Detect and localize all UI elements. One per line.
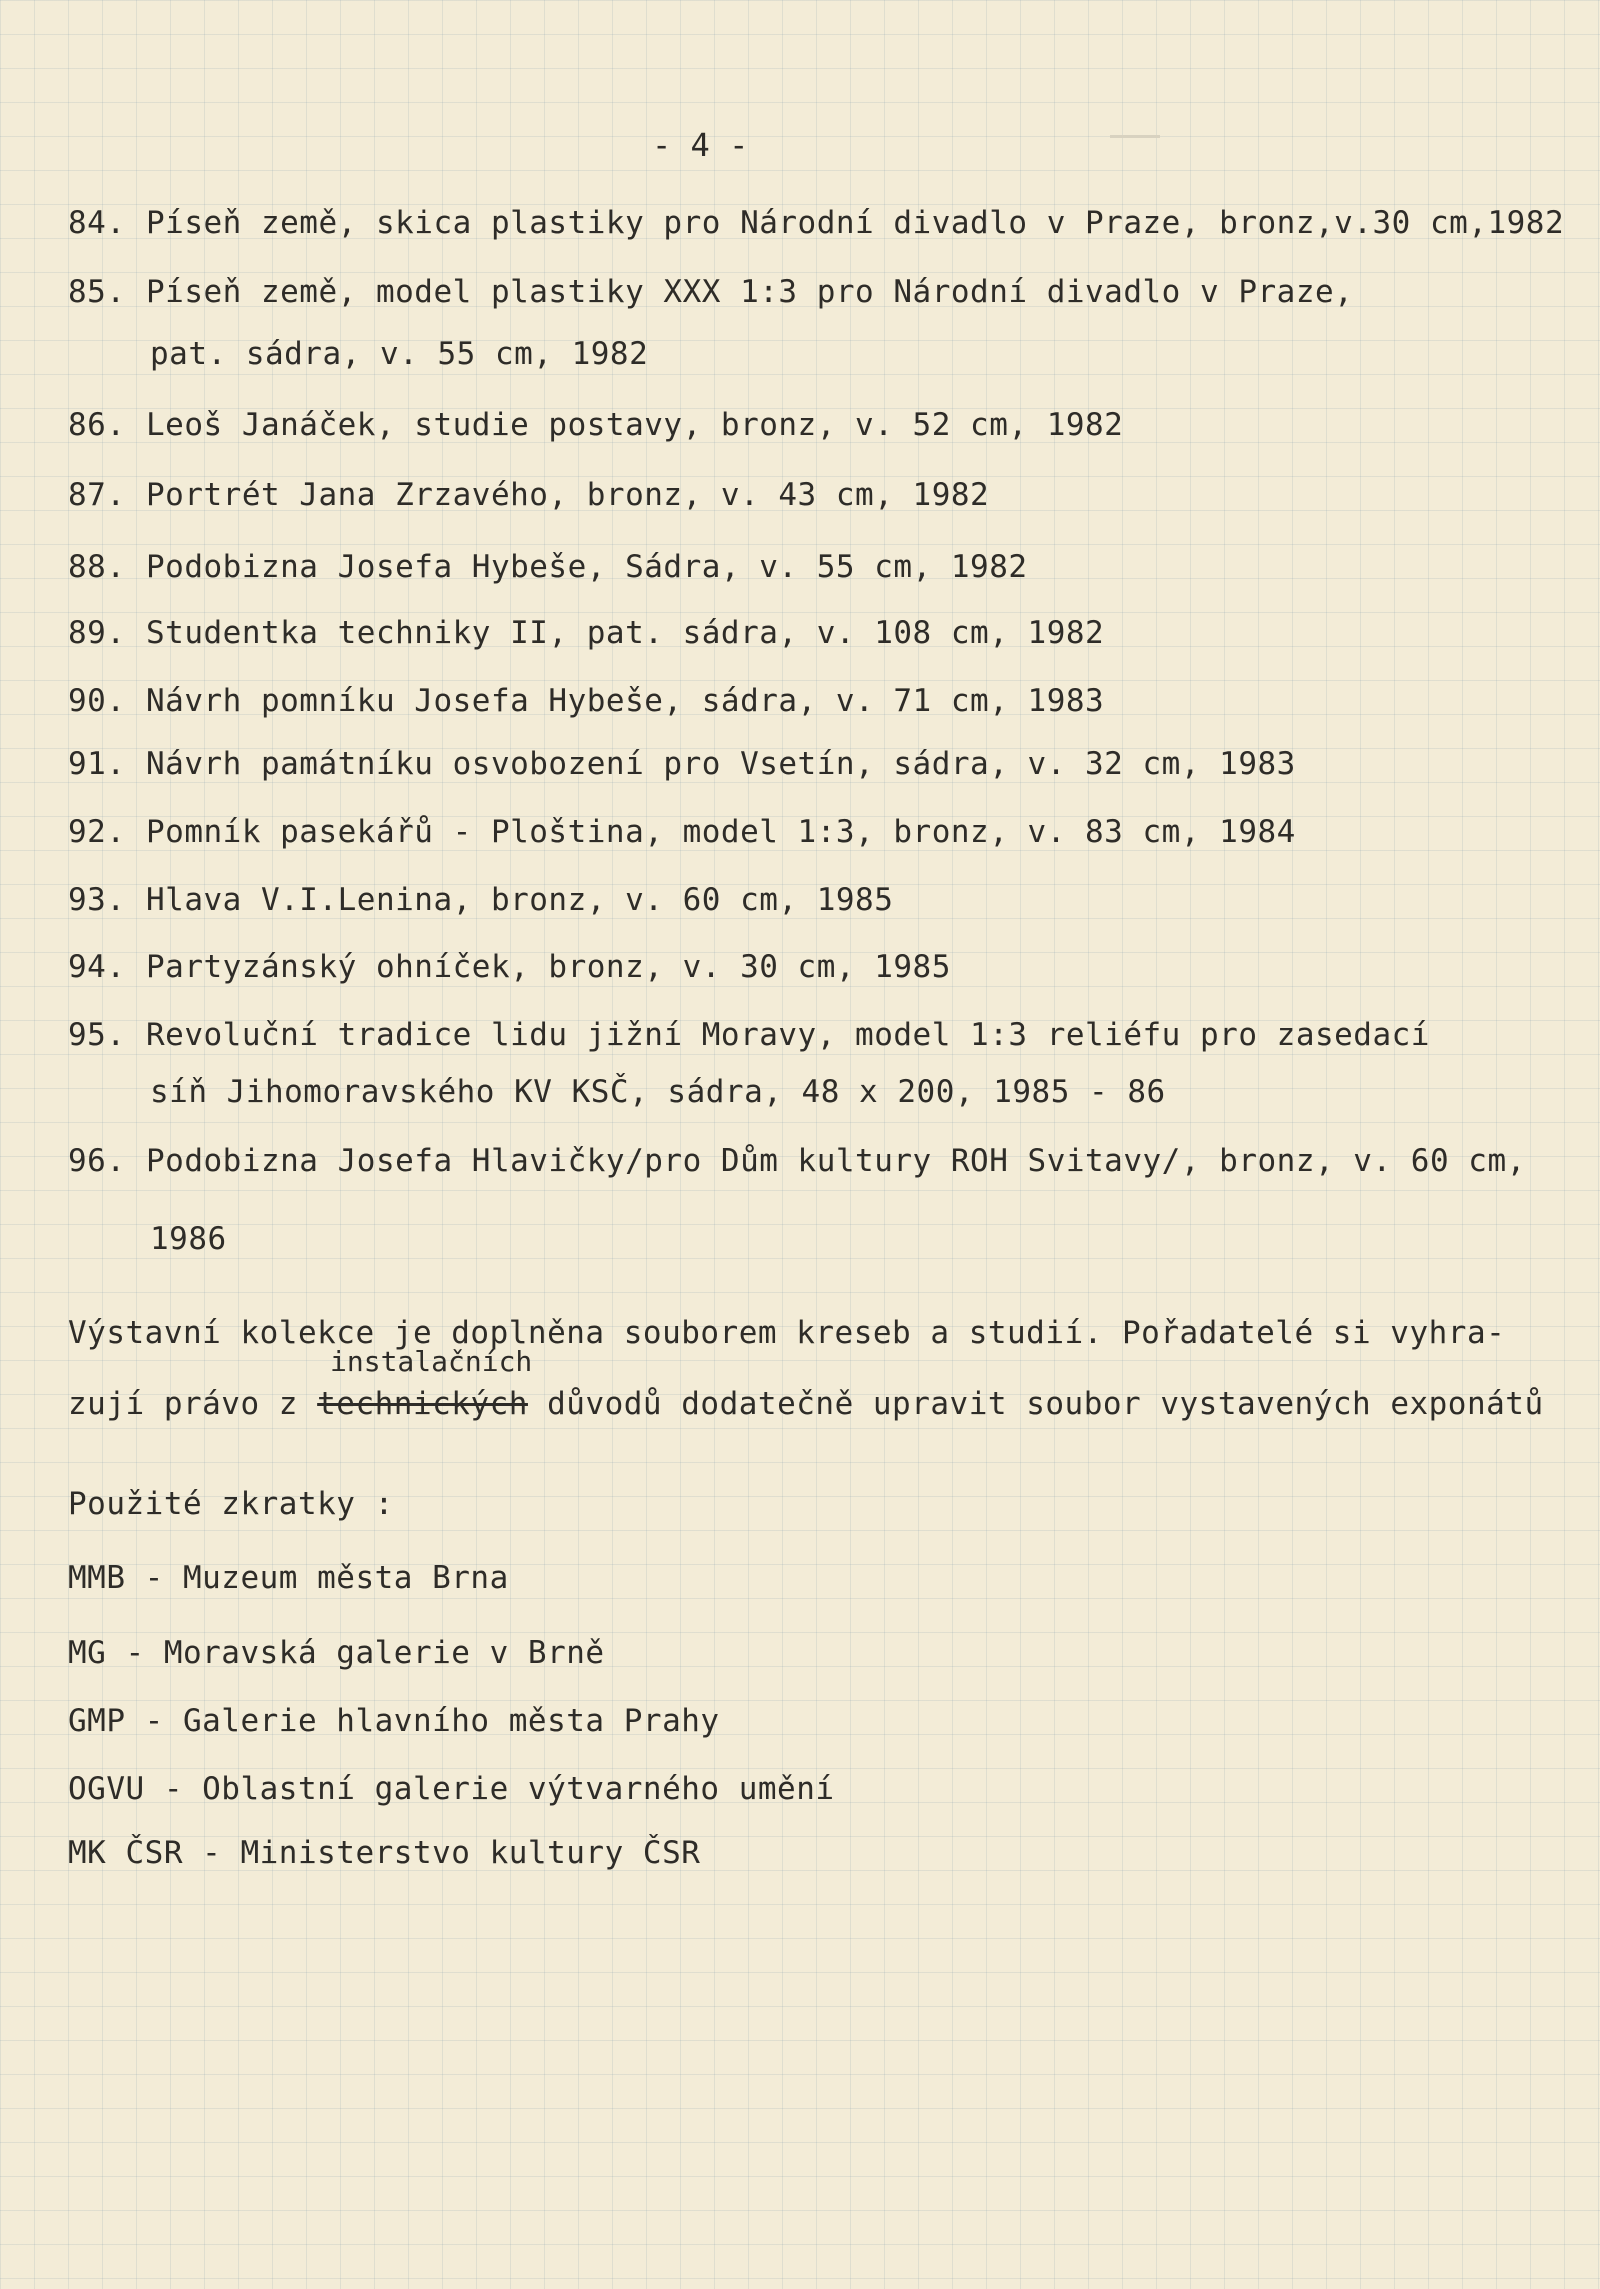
item-text: Revoluční tradice lidu jižní Moravy, model 1:3 reliéfu pro zasedací [146,1017,1430,1053]
item-text: Píseň země, skica plastiky pro Národní divadlo v Praze, bronz,v.30 cm,1982 [146,205,1565,241]
item-number: 91. [68,746,126,782]
item-number: 89. [68,615,126,651]
item-number: 92. [68,814,126,850]
item-number: 90. [68,683,126,719]
item-text: pat. sádra, v. 55 cm, 1982 [150,336,649,372]
item-text: Portrét Jana Zrzavého, bronz, v. 43 cm, 1982 [146,477,990,513]
abbreviation-text: OGVU - Oblastní galerie výtvarného umění [68,1771,835,1807]
item-text: Návrh pomníku Josefa Hybeše, sádra, v. 71 cm, 1983 [146,683,1105,719]
item-number: 87. [68,477,126,513]
abbreviation-text: GMP - Galerie hlavního města Prahy [68,1703,720,1739]
overtyped-correction: instalačních [330,1345,533,1378]
abbreviation-text: MK ČSR - Ministerstvo kultury ČSR [68,1835,701,1871]
item-text: Studentka techniky II, pat. sádra, v. 108 cm, 1982 [146,615,1105,651]
abbreviation-text: MG - Moravská galerie v Brně [68,1635,605,1671]
item-text: Partyzánský ohníček, bronz, v. 30 cm, 1985 [146,949,951,985]
item-text: 1986 [150,1221,227,1257]
pencil-mark [1110,135,1160,138]
item-number: 86. [68,407,126,443]
page-number: - 4 - [652,126,749,164]
item-number: 94. [68,949,126,985]
item-text: Návrh památníku osvobození pro Vsetín, sádra, v. 32 cm, 1983 [146,746,1296,782]
abbreviation-text: MMB - Muzeum města Brna [68,1560,509,1596]
item-number: 96. [68,1143,126,1179]
item-text: Podobizna Josefa Hybeše, Sádra, v. 55 cm, 1982 [146,549,1028,585]
note-text-line2 [68,1384,1544,1424]
item-text: Pomník pasekářů - Ploština, model 1:3, bronz, v. 83 cm, 1984 [146,814,1296,850]
note-text-end: důvodů dodatečně upravit soubor vystavených exponátů [527,1386,1544,1422]
note-text: Výstavní kolekce je doplněna souborem kreseb a studií. Pořadatelé si vyhra- [68,1315,1506,1351]
item-number: 95. [68,1017,126,1053]
abbreviations-heading: Použité zkratky : [68,1486,394,1522]
item-text: Podobizna Josefa Hlavičky/pro Dům kultury ROH Svitavy/, bronz, v. 60 cm, [146,1143,1526,1179]
item-number: 85. [68,274,126,310]
item-number: 84. [68,205,126,241]
item-number: 88. [68,549,126,585]
item-text: Píseň země, model plastiky XXX 1:3 pro Národní divadlo v Praze, [146,274,1354,310]
item-text: Hlava V.I.Lenina, bronz, v. 60 cm, 1985 [146,882,894,918]
note-text-start: zují právo z [68,1386,318,1422]
item-number: 93. [68,882,126,918]
item-text: síň Jihomoravského KV KSČ, sádra, 48 x 200, 1985 - 86 [150,1074,1166,1110]
item-text: Leoš Janáček, studie postavy, bronz, v. 52 cm, 1982 [146,407,1124,443]
struck-word: technických [317,1386,528,1422]
